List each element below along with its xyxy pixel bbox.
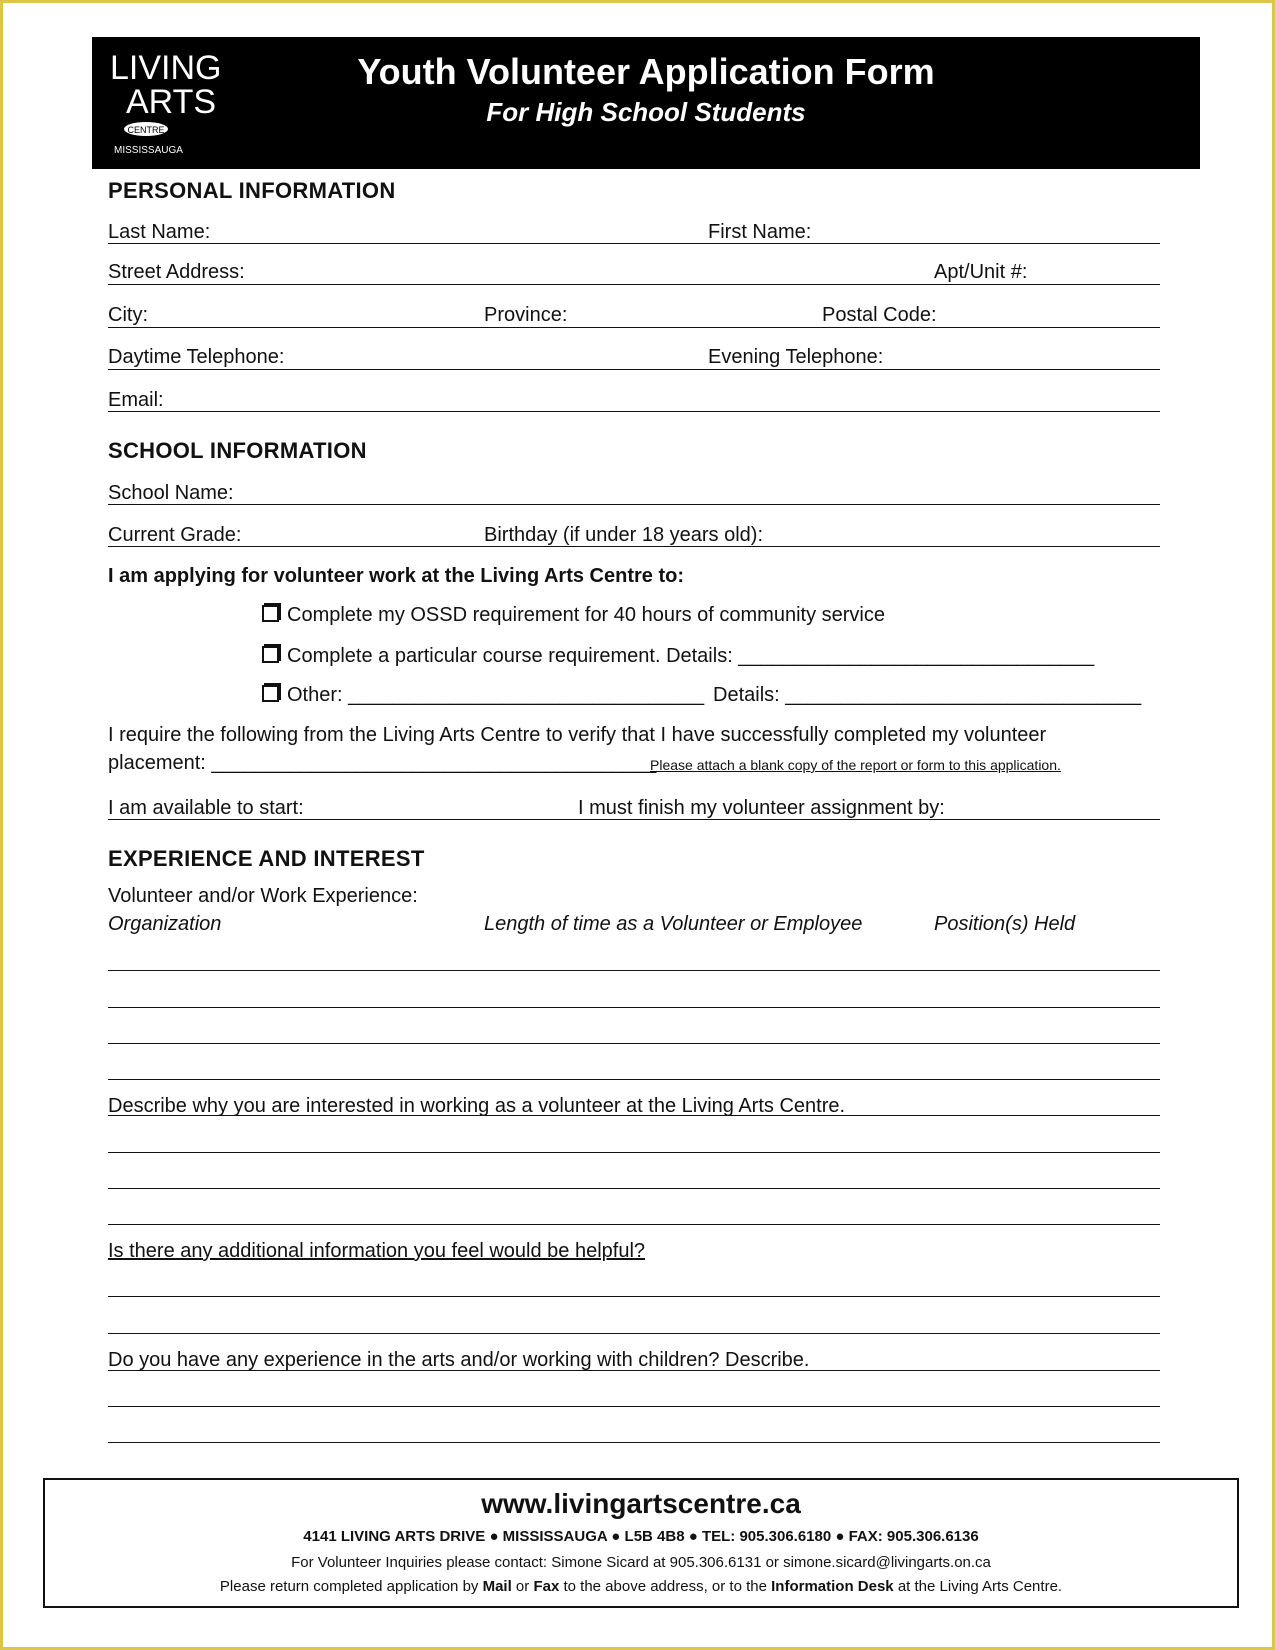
work-experience-label: Volunteer and/or Work Experience: [108,885,418,907]
applying-for-heading: I am applying for volunteer work at the Living Arts Centre to: [108,565,684,587]
attach-form-note: Please attach a blank copy of the report or form to this application. [650,757,1061,773]
answer-line[interactable] [108,1333,1160,1334]
additional-info-question: Is there any additional information you feel would be helpful? [108,1240,646,1262]
first-name-field[interactable] [708,243,1160,244]
column-length: Length of time as a Volunteer or Employee [484,913,863,935]
website-url[interactable]: www.livingartscentre.ca [481,1488,801,1519]
experience-line[interactable] [108,1043,1160,1044]
checkbox-course[interactable] [262,646,279,663]
answer-line[interactable] [108,1370,1160,1371]
require-verification-text: I require the following from the Living Arts Centre to verify that I have successfully completed my volunteer [108,724,1047,746]
email-field[interactable] [108,411,1160,412]
checkbox-ossd[interactable] [262,605,279,622]
experience-line[interactable] [108,1007,1160,1008]
province-field[interactable] [484,327,822,328]
apt-unit-label: Apt/Unit #: [934,261,1028,283]
first-name-label: First Name: [708,221,812,243]
footer-box [43,1478,1239,1608]
option-other[interactable] [262,684,704,707]
answer-line[interactable] [108,1152,1160,1153]
city-field[interactable] [108,327,484,328]
option-course-label: Complete a particular course requirement. Details: ________________________________ [287,645,1095,667]
province-label: Province: [484,304,568,326]
answer-line[interactable] [108,1188,1160,1189]
section-personal-heading: PERSONAL INFORMATION [108,178,396,203]
finish-date-field[interactable] [578,819,1160,820]
column-position: Position(s) Held [934,913,1076,935]
footer-return-instructions: Please return completed application by Mail or Fax to the above address, or to the Information Desk at the Living Arts Centre. [219,1578,1063,1595]
birthday-field[interactable] [484,546,1160,547]
experience-line[interactable] [108,970,1160,971]
birthday-label: Birthday (if under 18 years old): [484,524,764,546]
start-date-label: I am available to start: [108,797,304,819]
column-organization: Organization [108,913,222,935]
answer-line[interactable] [108,1115,1160,1116]
daytime-phone-field[interactable] [108,369,708,370]
option-course[interactable] [262,645,1094,668]
daytime-phone-label: Daytime Telephone: [108,346,285,368]
footer-contact: For Volunteer Inquiries please contact: Simone Sicard at 905.306.6131 or simone.sicard@livingarts.on.ca [291,1554,991,1571]
placement-field[interactable]: placement: ________________________________________ [108,752,657,774]
current-grade-field[interactable] [108,546,484,547]
answer-line[interactable] [108,1296,1160,1297]
email-label: Email: [108,389,164,411]
logo-line-arts: ARTS [126,83,217,121]
option-other-label: Other: ________________________________ [287,684,705,706]
answer-line[interactable] [108,1224,1160,1225]
option-other-details: Details: ________________________________ [713,684,1142,706]
experience-line[interactable] [108,1079,1160,1080]
arts-experience-question: Do you have any experience in the arts and/or working with children? Describe. [108,1349,810,1371]
why-interested-question: Describe why you are interested in working as a volunteer at the Living Arts Centre. [108,1095,846,1117]
school-name-field[interactable] [108,504,1160,505]
section-school-heading: SCHOOL INFORMATION [108,438,367,463]
option-ossd-label: Complete my OSSD requirement for 40 hours of community service [287,604,885,626]
last-name-label: Last Name: [108,221,211,243]
logo-line-living: LIVING [110,49,222,87]
option-ossd[interactable] [262,604,885,627]
city-label: City: [108,304,148,326]
postal-code-field[interactable] [822,327,1160,328]
school-name-label: School Name: [108,482,234,504]
last-name-field[interactable] [108,243,708,244]
apt-unit-field[interactable] [934,284,1160,285]
start-date-field[interactable] [108,819,578,820]
footer-address: 4141 LIVING ARTS DRIVE ● MISSISSAUGA ● L5B 4B8 ● TEL: 905.306.6180 ● FAX: 905.306.6136 [303,1528,979,1545]
answer-line[interactable] [108,1406,1160,1407]
street-address-field[interactable] [108,284,934,285]
logo-line-centre: CENTRE [127,125,165,135]
evening-phone-label: Evening Telephone: [708,346,884,368]
checkbox-other[interactable] [262,685,279,702]
form-title: Youth Volunteer Application Form [357,51,935,92]
evening-phone-field[interactable] [708,369,1160,370]
finish-date-label: I must finish my volunteer assignment by: [578,797,945,819]
section-experience-heading: EXPERIENCE AND INTEREST [108,846,425,871]
current-grade-label: Current Grade: [108,524,242,546]
street-address-label: Street Address: [108,261,245,283]
logo-line-mississauga: MISSISSAUGA [114,145,183,156]
postal-code-label: Postal Code: [822,304,937,326]
answer-line[interactable] [108,1442,1160,1443]
form-subtitle: For High School Students [486,97,806,127]
header-banner [92,37,1200,169]
